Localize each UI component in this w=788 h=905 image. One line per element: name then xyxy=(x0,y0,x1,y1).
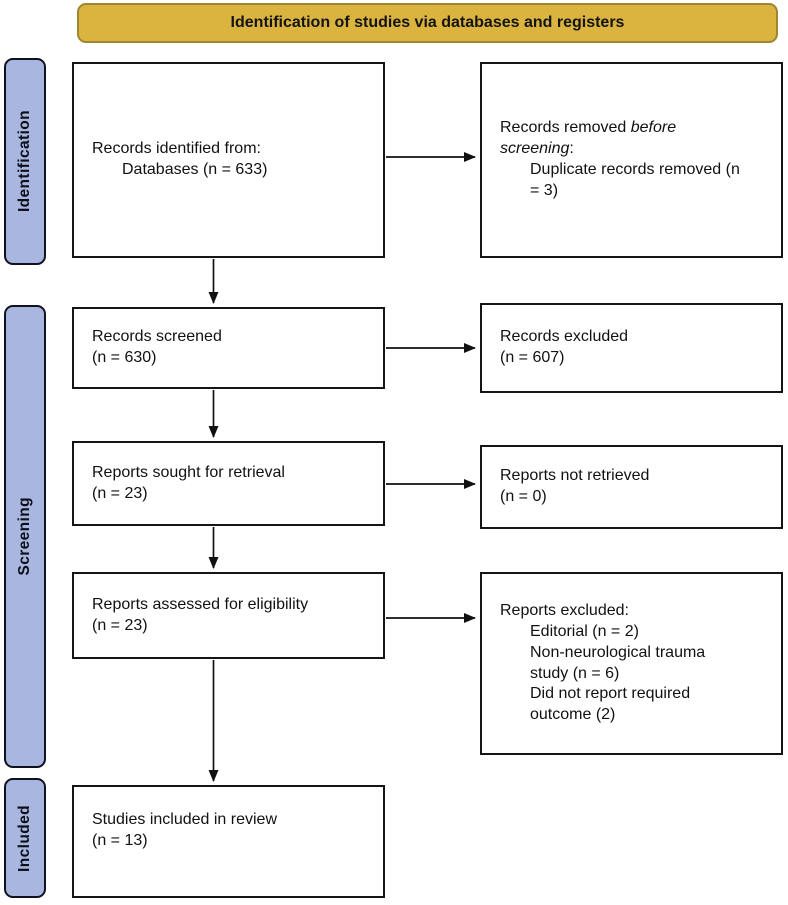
box-text: Duplicate records removed (n xyxy=(530,161,740,178)
box-records-identified xyxy=(72,62,385,258)
stage-label-text: Identification xyxy=(16,110,33,213)
box-text: Studies included in review xyxy=(92,810,277,828)
box-studies-included xyxy=(72,785,385,898)
box-text: (n = 13) xyxy=(92,831,148,849)
stage-label-included xyxy=(4,778,46,898)
stage-label-identification xyxy=(4,58,46,265)
box-text: Did not report required xyxy=(530,685,691,703)
box-records-removed xyxy=(480,62,783,258)
box-text: Reports sought for retrieval xyxy=(92,463,285,481)
box-text xyxy=(500,118,769,139)
box-reports-sought xyxy=(72,441,385,526)
box-text: outcome (2) xyxy=(530,706,616,724)
box-text xyxy=(500,139,769,160)
box-text: (n = 607) xyxy=(500,349,565,366)
box-text: Records screened xyxy=(92,328,222,346)
box-text: Records identified from: xyxy=(92,140,261,158)
box-records-excluded xyxy=(480,303,783,393)
box-text: Reports excluded: xyxy=(500,602,629,620)
box-text: (n = 23) xyxy=(92,484,148,502)
diagram-title: Identification of studies via databases and registers xyxy=(230,14,625,31)
box-text-segment: screening xyxy=(500,140,570,158)
box-text: = 3) xyxy=(530,181,559,199)
box-reports-assessed xyxy=(72,572,385,659)
stage-label-text: Included xyxy=(16,804,33,872)
box-records-screened xyxy=(72,307,385,389)
box-text-segment: before xyxy=(630,119,677,137)
box-text: Records excluded xyxy=(500,328,629,346)
box-text: Reports assessed for eligibility xyxy=(92,595,309,613)
box-text: Editorial (n = 2) xyxy=(530,622,639,640)
box-text: Databases (n = 633) xyxy=(122,161,268,178)
stage-label-text: Screening xyxy=(16,497,33,576)
box-text: Non-neurological trauma xyxy=(530,643,706,661)
box-text-segment: : xyxy=(569,140,574,158)
stage-label-screening xyxy=(4,305,46,768)
box-text: Reports not retrieved xyxy=(500,467,650,485)
box-text: study (n = 6) xyxy=(530,664,620,682)
box-text: (n = 630) xyxy=(92,349,157,366)
box-text: (n = 0) xyxy=(500,488,547,505)
box-text-segment: Records removed xyxy=(500,119,631,137)
title-banner xyxy=(77,3,778,43)
box-reports-excluded xyxy=(480,572,783,755)
box-text: (n = 23) xyxy=(92,616,148,634)
box-reports-not-retrieved xyxy=(480,445,783,529)
